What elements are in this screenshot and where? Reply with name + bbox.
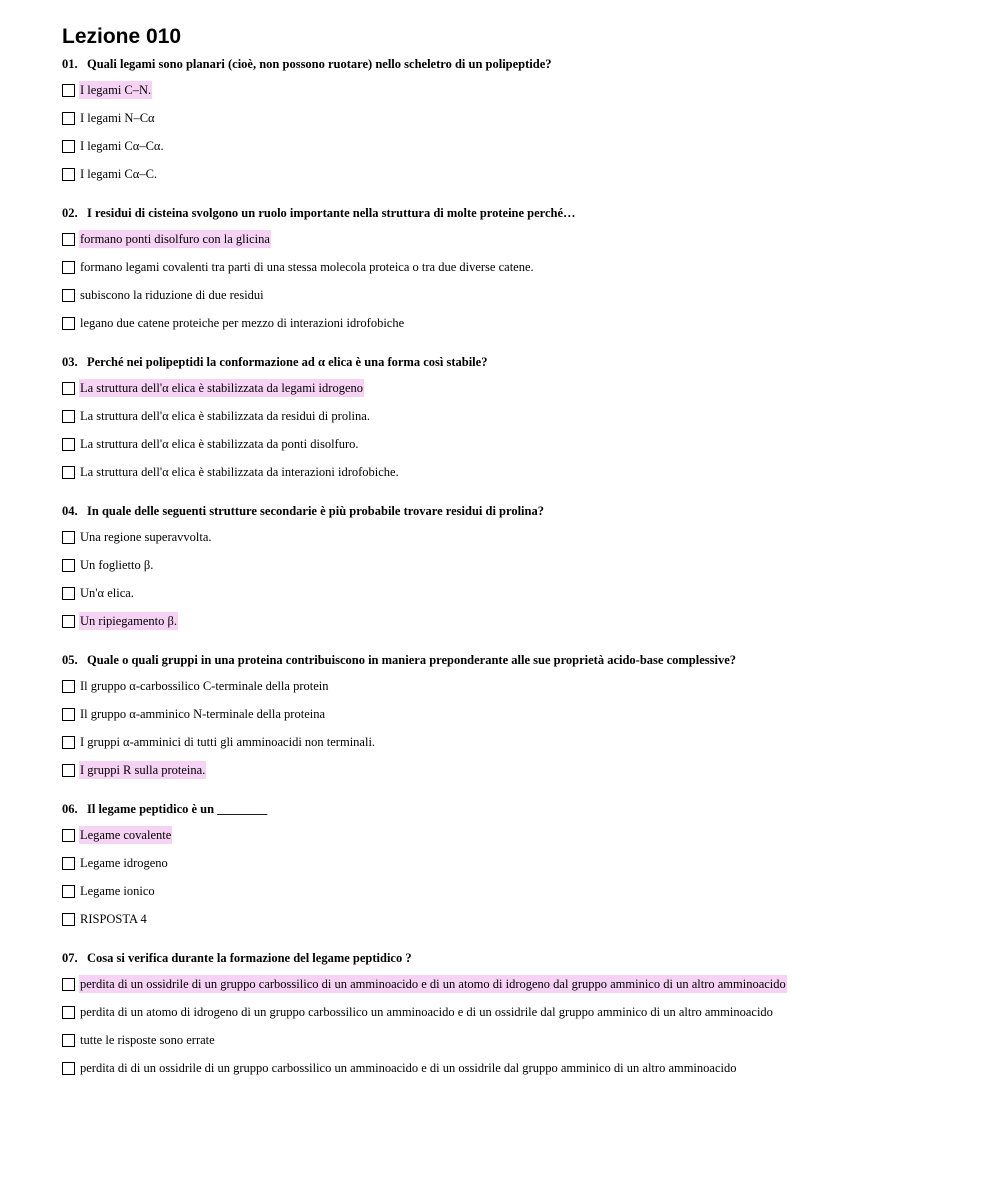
page-title: Lezione 010 <box>62 25 182 48</box>
answer-label: RISPOSTA 4 <box>80 912 147 926</box>
answer-option[interactable] <box>62 877 962 905</box>
question-number: 05. <box>62 653 78 667</box>
answer-option[interactable] <box>62 551 962 579</box>
answer-option[interactable] <box>62 523 962 551</box>
answer-checkbox[interactable] <box>62 112 75 125</box>
correct-answer-label: Un ripiegamento β. <box>80 614 177 628</box>
answer-checkbox[interactable] <box>62 764 75 777</box>
answer-checkbox[interactable] <box>62 438 75 451</box>
answer-label: La struttura dell'α elica è stabilizzata da interazioni idrofobiche. <box>80 465 399 479</box>
answer-checkbox[interactable] <box>62 1034 75 1047</box>
answer-checkbox[interactable] <box>62 978 75 991</box>
answer-option[interactable] <box>62 849 962 877</box>
quiz-page <box>62 24 962 1082</box>
answer-label: Una regione superavvolta. <box>80 530 212 544</box>
answer-checkbox[interactable] <box>62 466 75 479</box>
answer-option[interactable] <box>62 672 962 700</box>
answer-label: tutte le risposte sono errate <box>80 1033 215 1047</box>
answer-label: Il gruppo α-carbossilico C-terminale della protein <box>80 679 329 693</box>
question-number: 04. <box>62 504 78 518</box>
answer-checkbox[interactable] <box>62 913 75 926</box>
correct-answer-label: La struttura dell'α elica è stabilizzata da legami idrogeno <box>80 381 363 395</box>
question-spacer <box>62 784 962 801</box>
question-spacer <box>62 337 962 354</box>
question-1 <box>62 56 962 188</box>
answer-label: I gruppi α-amminici di tutti gli amminoacidi non terminali. <box>80 735 376 749</box>
answer-checkbox[interactable] <box>62 233 75 246</box>
correct-answer-label: perdita di un ossidrile di un gruppo carbossilico di un amminoacido e di un atomo di idrogeno dal gruppo amminico di un altro amminoacido <box>80 977 786 991</box>
answer-label: legano due catene proteiche per mezzo di interazioni idrofobiche <box>80 316 405 330</box>
answer-label: I legami Cα–Cα. <box>80 139 164 153</box>
question-number: 03. <box>62 355 78 369</box>
answer-option[interactable] <box>62 700 962 728</box>
question-spacer <box>62 933 962 950</box>
answer-option[interactable] <box>62 756 962 784</box>
correct-answer-label: I gruppi R sulla proteina. <box>80 763 206 777</box>
answer-checkbox[interactable] <box>62 531 75 544</box>
answer-option[interactable] <box>62 253 962 281</box>
answer-option[interactable] <box>62 821 962 849</box>
question-text <box>62 205 962 223</box>
question-text <box>62 56 962 74</box>
answer-label: I legami N–Cα <box>80 111 155 125</box>
answer-checkbox[interactable] <box>62 559 75 572</box>
answer-checkbox[interactable] <box>62 317 75 330</box>
answer-checkbox[interactable] <box>62 1006 75 1019</box>
answer-label: La struttura dell'α elica è stabilizzata da ponti disolfuro. <box>80 437 359 451</box>
answer-option[interactable] <box>62 970 962 998</box>
question-list <box>62 56 962 1082</box>
question-number: 06. <box>62 802 78 816</box>
question-number: 02. <box>62 206 78 220</box>
answer-checkbox[interactable] <box>62 140 75 153</box>
answer-checkbox[interactable] <box>62 680 75 693</box>
answer-label: Un'α elica. <box>80 586 134 600</box>
answer-option[interactable] <box>62 281 962 309</box>
answer-option[interactable] <box>62 309 962 337</box>
correct-answer-label: formano ponti disolfuro con la glicina <box>80 232 270 246</box>
question-text <box>62 354 962 372</box>
answer-checkbox[interactable] <box>62 736 75 749</box>
answer-checkbox[interactable] <box>62 289 75 302</box>
answer-option[interactable] <box>62 430 962 458</box>
answer-option[interactable] <box>62 374 962 402</box>
answer-checkbox[interactable] <box>62 857 75 870</box>
answer-label: Il gruppo α-amminico N-terminale della proteina <box>80 707 326 721</box>
answer-label: perdita di un atomo di idrogeno di un gruppo carbossilico un amminoacido e di un ossidrile dal gruppo amminico di un altro amminoacido <box>80 1005 773 1019</box>
answer-checkbox[interactable] <box>62 84 75 97</box>
answer-label: I legami Cα–C. <box>80 167 158 181</box>
question-label: Cosa si verifica durante la formazione del legame peptidico ? <box>87 951 412 965</box>
question-7 <box>62 950 962 1082</box>
answer-label: subiscono la riduzione di due residui <box>80 288 264 302</box>
question-spacer <box>62 635 962 652</box>
question-label: Perché nei polipeptidi la conformazione ad α elica è una forma così stabile? <box>87 355 488 369</box>
question-3 <box>62 354 962 486</box>
answer-label: perdita di di un ossidrile di un gruppo carbossilico un amminoacido e di un ossidrile dal gruppo amminico di un altro amminoacido <box>80 1061 737 1075</box>
answer-option[interactable] <box>62 579 962 607</box>
answer-label: Legame ionico <box>80 884 155 898</box>
answer-checkbox[interactable] <box>62 587 75 600</box>
answer-checkbox[interactable] <box>62 1062 75 1075</box>
answer-option[interactable] <box>62 402 962 430</box>
answer-option[interactable] <box>62 225 962 253</box>
question-label: Quale o quali gruppi in una proteina contribuiscono in maniera preponderante alle sue proprietà acido-base complessive? <box>87 653 737 667</box>
question-label: I residui di cisteina svolgono un ruolo importante nella struttura di molte proteine perché… <box>87 206 576 220</box>
answer-checkbox[interactable] <box>62 615 75 628</box>
answer-label: formano legami covalenti tra parti di una stessa molecola proteica o tra due diverse catene. <box>80 260 534 274</box>
question-6 <box>62 801 962 933</box>
answer-option[interactable] <box>62 160 962 188</box>
question-label: Quali legami sono planari (cioè, non possono ruotare) nello scheletro di un polipeptide? <box>87 57 552 71</box>
question-2 <box>62 205 962 337</box>
answer-option[interactable] <box>62 132 962 160</box>
question-spacer <box>62 486 962 503</box>
question-label: In quale delle seguenti strutture secondarie è più probabile trovare residui di prolina? <box>87 504 544 518</box>
question-text <box>62 503 962 521</box>
answer-checkbox[interactable] <box>62 885 75 898</box>
answer-checkbox[interactable] <box>62 410 75 423</box>
answer-label: Un foglietto β. <box>80 558 154 572</box>
question-number: 07. <box>62 951 78 965</box>
question-4 <box>62 503 962 635</box>
answer-option[interactable] <box>62 104 962 132</box>
question-5 <box>62 652 962 784</box>
answer-option[interactable] <box>62 1026 962 1054</box>
answer-option[interactable] <box>62 1054 962 1082</box>
answer-checkbox[interactable] <box>62 261 75 274</box>
answer-label: Legame idrogeno <box>80 856 168 870</box>
question-spacer <box>62 188 962 205</box>
question-number: 01. <box>62 57 78 71</box>
answer-option[interactable] <box>62 76 962 104</box>
correct-answer-label: I legami C–N. <box>80 83 152 97</box>
question-label: Il legame peptidico è un ________ <box>87 802 268 816</box>
question-text <box>62 950 962 968</box>
answer-checkbox[interactable] <box>62 708 75 721</box>
answer-option[interactable] <box>62 905 962 933</box>
answer-option[interactable] <box>62 607 962 635</box>
answer-option[interactable] <box>62 998 962 1026</box>
answer-checkbox[interactable] <box>62 382 75 395</box>
question-text <box>62 652 962 670</box>
answer-label: La struttura dell'α elica è stabilizzata da residui di prolina. <box>80 409 370 423</box>
answer-checkbox[interactable] <box>62 829 75 842</box>
answer-checkbox[interactable] <box>62 168 75 181</box>
question-text <box>62 801 962 819</box>
correct-answer-label: Legame covalente <box>80 828 172 842</box>
answer-option[interactable] <box>62 728 962 756</box>
answer-option[interactable] <box>62 458 962 486</box>
